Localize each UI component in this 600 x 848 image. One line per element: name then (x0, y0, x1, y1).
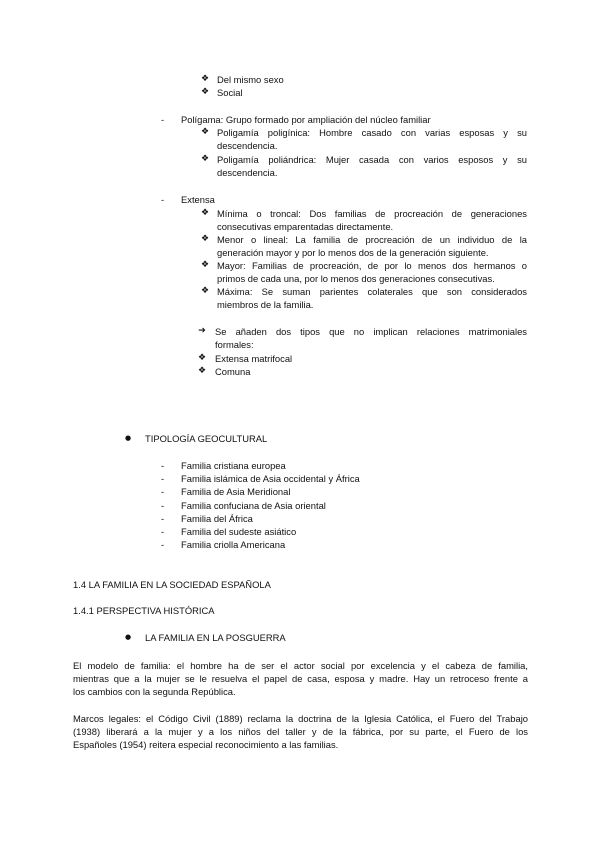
list-item: Familia confuciana de Asia oriental (181, 500, 326, 511)
list-item: Comuna (215, 366, 251, 377)
list-item: Familia criolla Americana (181, 539, 286, 550)
diamond-bullet-icon: ❖ (200, 208, 210, 218)
list-item-line: Máxima: Se suman parientes colaterales que son considerados (217, 286, 527, 297)
arrow-bullet-icon: ➔ (198, 326, 206, 336)
list-item: Familia cristiana europea (181, 460, 286, 471)
dash-bullet-icon: - (161, 460, 165, 471)
list-item (217, 126, 527, 152)
list-item-line: descendencia. (217, 167, 278, 178)
list-item-line: descendencia. (217, 140, 278, 151)
dash-bullet-icon: - (161, 526, 165, 537)
list-item-line: Poligamía poligínica: Hombre casado con varias esposas y su (217, 127, 527, 138)
poligama-heading: Polígama: Grupo formado por ampliación del núcleo familiar (181, 114, 431, 125)
list-item-line: generación mayor y por lo menos dos de la generación siguiente. (217, 247, 489, 258)
dash-bullet-icon: - (161, 486, 165, 497)
dash-bullet-icon: - (161, 194, 165, 205)
subsection-title: 1.4.1 PERSPECTIVA HISTÓRICA (73, 605, 215, 616)
note-line: formales: (215, 339, 254, 350)
diamond-bullet-icon: ❖ (197, 353, 207, 363)
list-item (217, 285, 527, 311)
list-item: Social (217, 87, 243, 98)
diamond-bullet-icon: ❖ (200, 87, 210, 97)
list-item: Familia del África (181, 513, 253, 524)
paragraph-line: los cambios con la segunda República. (73, 686, 236, 697)
paragraph-line: El modelo de familia: el hombre ha de ser el actor social por excelencia y el cabeza de familia, (73, 660, 528, 671)
paragraph-line: mientras que a la mujer se le resuelva el papel de casa, esposa y madre. Hay un retroceso frente a (73, 673, 528, 684)
dash-bullet-icon: - (161, 513, 165, 524)
dash-bullet-icon: - (161, 114, 165, 125)
list-item: Extensa matrifocal (215, 353, 293, 364)
list-item-line: Mínima o troncal: Dos familias de procreación de generaciones (217, 208, 527, 219)
paragraph-line: (1938) liberará a la mujer y a los niños del taller y de la fábrica, por su parte, el Fuero de los (73, 726, 528, 737)
list-item: Familia islámica de Asia occidental y África (181, 473, 360, 484)
diamond-bullet-icon: ❖ (200, 154, 210, 164)
geocultural-heading: TIPOLOGÍA GEOCULTURAL (145, 433, 268, 444)
list-item-line: Mayor: Familias de procreación, de por lo menos dos hermanos o (217, 260, 527, 271)
diamond-bullet-icon: ❖ (197, 366, 207, 376)
posguerra-heading: LA FAMILIA EN LA POSGUERRA (145, 632, 286, 643)
dash-bullet-icon: - (161, 473, 165, 484)
diamond-bullet-icon: ❖ (200, 234, 210, 244)
diamond-bullet-icon: ❖ (200, 260, 210, 270)
list-item (217, 153, 527, 179)
list-item-line: Menor o lineal: La familia de procreación de un individuo de la (217, 234, 527, 245)
list-item-line: consecutivas emparentadas directamente. (217, 221, 394, 232)
list-item (217, 233, 527, 259)
dash-bullet-icon: - (161, 500, 165, 511)
round-bullet-icon: ● (125, 434, 132, 442)
list-item (217, 207, 527, 233)
list-item-line: primos de cada una, por lo menos dos generaciones consecutivas. (217, 273, 495, 284)
diamond-bullet-icon: ❖ (200, 127, 210, 137)
note-line: Se añaden dos tipos que no implican relaciones matrimoniales (215, 326, 527, 337)
round-bullet-icon: ● (125, 633, 132, 641)
paragraph (73, 712, 528, 751)
list-item: Familia del sudeste asiático (181, 526, 297, 537)
list-item: Familia de Asia Meridional (181, 486, 291, 497)
paragraph-line: Españoles (1954) reitera especial reconocimiento a las familias. (73, 739, 339, 750)
diamond-bullet-icon: ❖ (200, 74, 210, 84)
section-title: 1.4 LA FAMILIA EN LA SOCIEDAD ESPAÑOLA (73, 579, 271, 590)
dash-bullet-icon: - (161, 539, 165, 550)
list-item: Del mismo sexo (217, 74, 284, 85)
extensa-heading: Extensa (181, 194, 215, 205)
list-item (217, 259, 527, 285)
list-item-line: Poligamía poliándrica: Mujer casada con varios esposos y su (217, 154, 527, 165)
paragraph (73, 659, 528, 698)
list-item-line: miembros de la familia. (217, 299, 314, 310)
extensa-note (215, 325, 527, 351)
paragraph-line: Marcos legales: el Código Civil (1889) reclama la doctrina de la Iglesia Católica, el Fuero del Trabajo (73, 713, 528, 724)
diamond-bullet-icon: ❖ (200, 286, 210, 296)
